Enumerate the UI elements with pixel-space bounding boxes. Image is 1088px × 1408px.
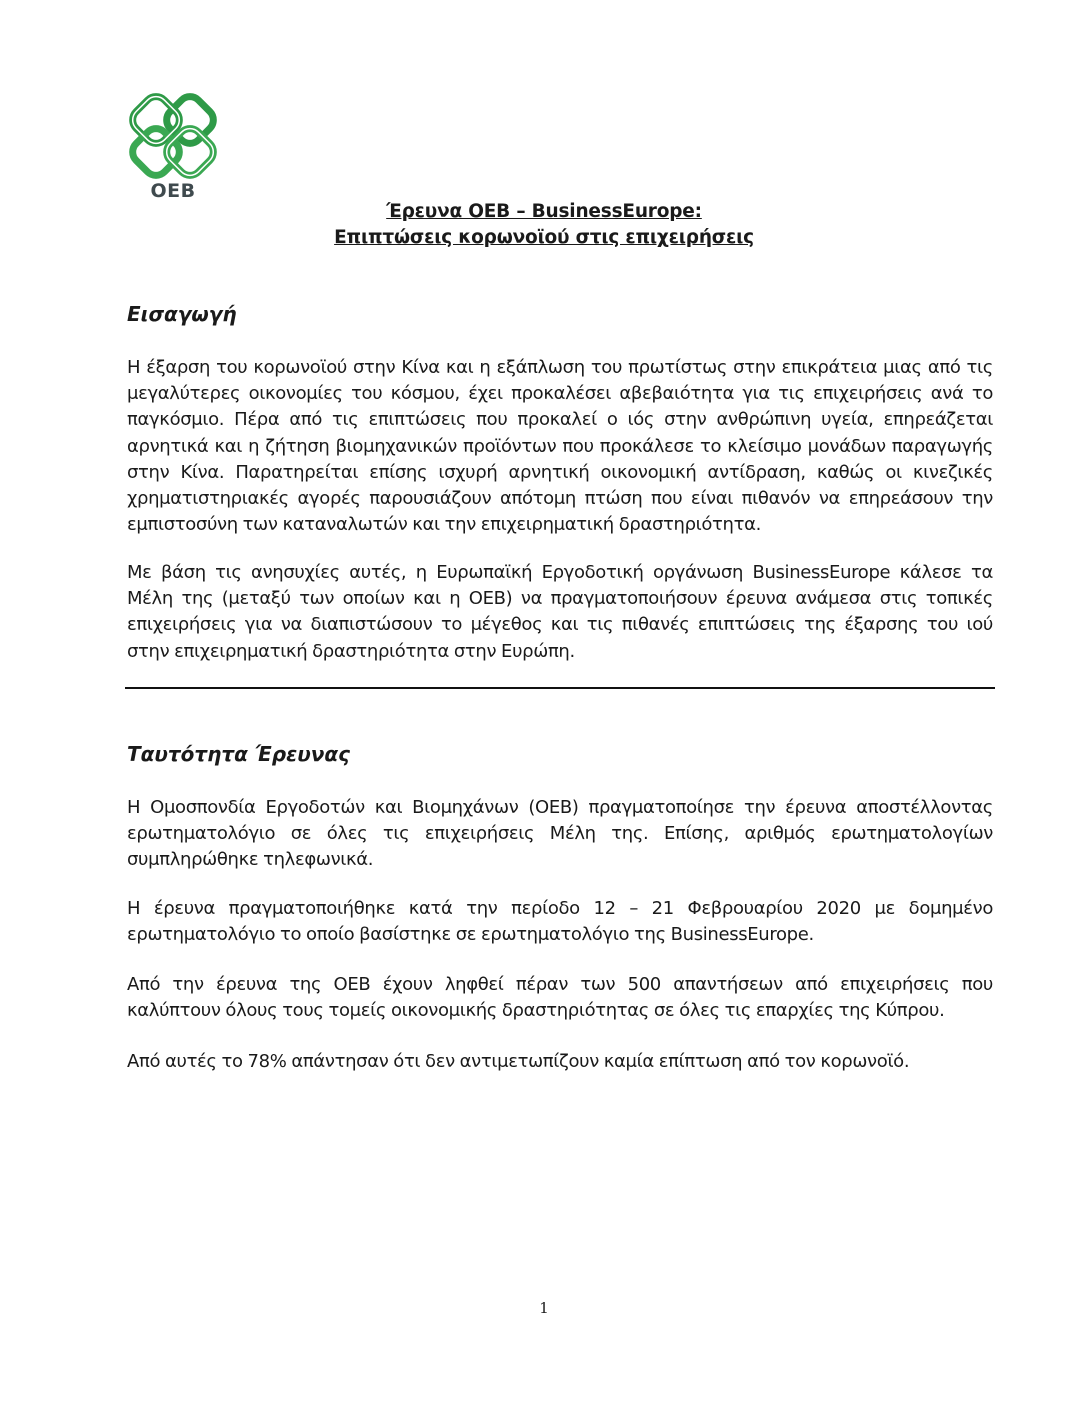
document-title-line-2: Επιπτώσεις κορωνοϊού στις επιχειρήσεις (334, 227, 754, 248)
interlocked-rings-logo-icon (118, 92, 228, 180)
survey-paragraph-1: Η Ομοσπονδία Εργοδοτών και Βιομηχάνων (ΟΕΒ) πραγματοποίησε την έρευνα αποστέλλοντας ερωτηματολόγιο σε όλες τις επιχειρήσεις Μέλη της. Επίσης, αριθμός ερωτηματολογίων συμπληρώθηκε τηλεφωνικά. (127, 797, 993, 871)
survey-paragraph-2: Η έρευνα πραγματοποιήθηκε κατά την περίοδο 12 – 21 Φεβρουαρίου 2020 με δομημένο ερωτηματολόγιο το οποίο βασίστηκε σε ερωτηματολόγιο της BusinessEurope. (127, 898, 993, 946)
page-number: 1 (539, 1299, 549, 1317)
section-divider (125, 687, 995, 689)
section-heading-survey-identity: Ταυτότητα Έρευνας (127, 742, 350, 766)
section-heading-introduction: Εισαγωγή (127, 302, 237, 326)
intro-paragraph-1: Η έξαρση του κορωνοϊού στην Κίνα και η εξάπλωση του πρωτίστως στην επικράτεια μιας από τις μεγαλύτερες οικονομίες του κόσμου, έχει προκαλέσει αβεβαιότητα για τις επιχειρήσεις ανά το παγκόσμιο. Πέρα από τις επιπτώσεις που προκαλεί ο ιός στην ανθρώπινη υγεία, επηρεάζεται αρνητικά και η ζήτηση βιομηχανικών προϊόντων που προκάλεσε το κλείσιμο μονάδων παραγωγής στην Κίνα. Παρατηρείται επίσης ισχυρή αρνητική οικονομική αντίδραση, καθώς οι κινεζικές χρηματιστηριακές αγορές παρουσιάζουν απότομη πτώση που είναι πιθανόν να επηρεάσουν την εμπιστοσύνη των καταναλωτών και την επιχειρηματική δραστηριότητα. (127, 357, 993, 536)
document-title-line-1: Έρευνα ΟΕΒ – BusinessEurope: (386, 201, 702, 222)
intro-paragraph-2: Με βάση τις ανησυχίες αυτές, η Ευρωπαϊκή Εργοδοτική οργάνωση BusinessEurope κάλεσε τα Μέλη της (μεταξύ των οποίων και η ΟΕΒ) να πραγματοποιήσουν έρευνα ανάμεσα στις τοπικές επιχειρήσεις για να διαπιστώσουν το μέγεθος και τις πιθανές επιπτώσεις της έξαρσης του ιού στην επιχειρηματική δραστηριότητα στην Ευρώπη. (127, 562, 993, 662)
survey-paragraph-3: Από την έρευνα της ΟΕΒ έχουν ληφθεί πέραν των 500 απαντήσεων από επιχειρήσεις που καλύπτουν όλους τους τομείς οικονομικής δραστηριότητας σε όλες τις επαρχίες της Κύπρου. (127, 974, 993, 1022)
logo-text: OEB (150, 180, 196, 202)
oeb-logo (118, 92, 228, 207)
survey-paragraph-4: Από αυτές το 78% απάντησαν ότι δεν αντιμετωπίζουν καμία επίπτωση από τον κορωνοϊό. (127, 1051, 910, 1072)
